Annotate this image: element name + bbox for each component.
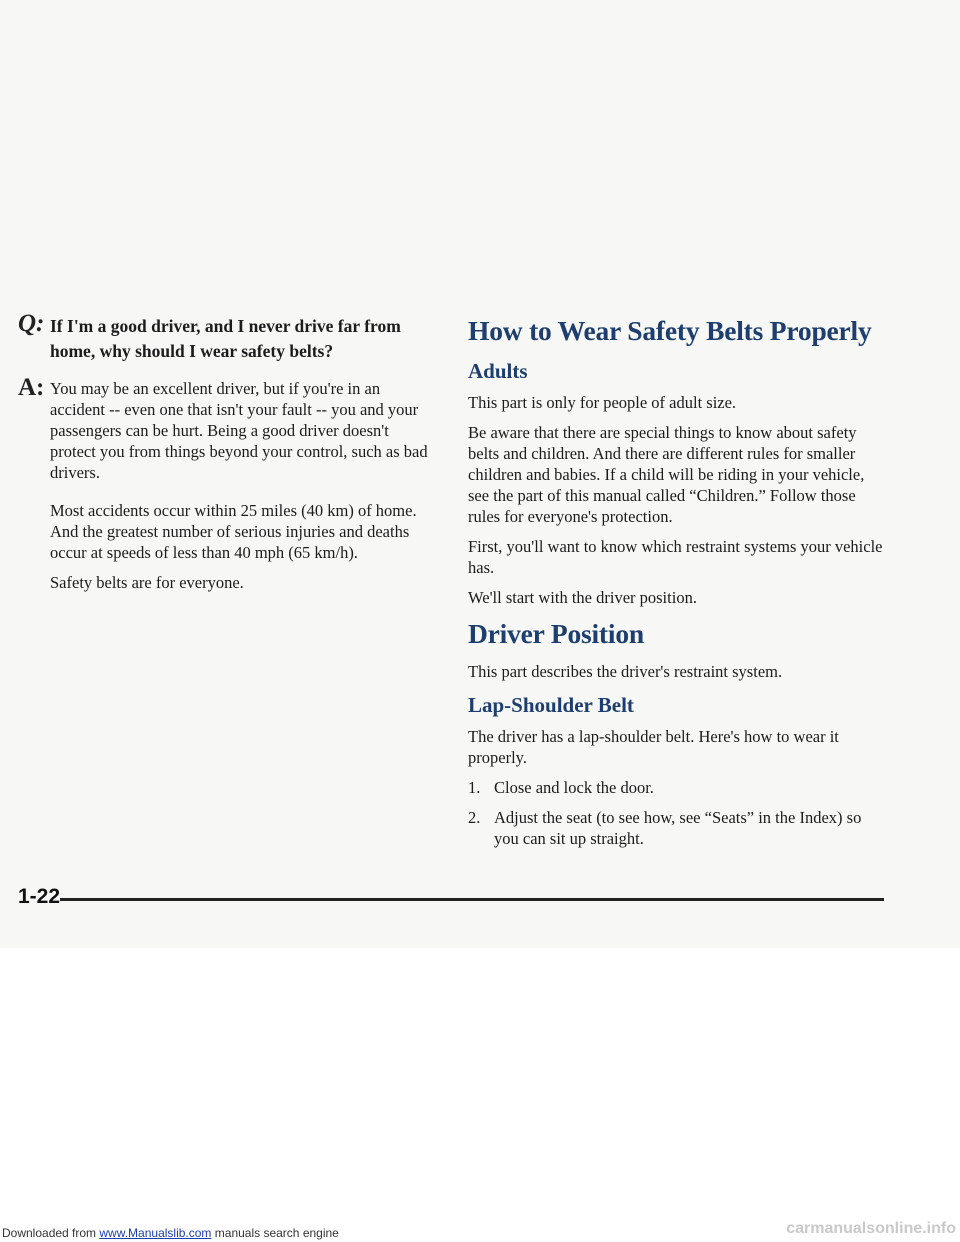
right-column — [468, 314, 888, 858]
subheading-lap-shoulder-belt: Lap-Shoulder Belt — [468, 693, 634, 717]
step-number: 2. — [468, 808, 481, 827]
driver-paragraph: This part describes the driver's restraint system. — [468, 662, 783, 681]
adults-paragraph: Be aware that there are special things to know about safety belts and children. And there are different rules for smaller children and babies. If a child will be riding in your vehicle, see the part of this manual called “Children.” Follow those rules for everyone's protection. — [468, 423, 865, 526]
left-column — [18, 310, 428, 602]
lap-paragraph: The driver has a lap-shoulder belt. Here's how to wear it properly. — [468, 727, 839, 767]
answer-paragraph: You may be an excellent driver, but if you're in an accident -- even one that isn't your fault -- you and your passengers can be hurt. Being a good driver doesn't protect you from things beyond your control, such as bad drivers. — [50, 379, 428, 482]
watermark-text: carmanualsonline.info — [786, 1220, 956, 1237]
section-heading-driver-position: Driver Position — [468, 618, 644, 649]
adults-paragraph: We'll start with the driver position. — [468, 588, 697, 607]
adults-paragraph: This part is only for people of adult size. — [468, 393, 737, 412]
download-text — [2, 1224, 339, 1242]
page-number: 1-22 — [18, 885, 61, 908]
adults-paragraph: First, you'll want to know which restraint systems your vehicle has. — [468, 537, 883, 577]
answer-block — [18, 374, 428, 593]
manualslib-link[interactable]: www.Manualslib.com — [99, 1226, 212, 1240]
download-prefix: Downloaded from — [2, 1226, 100, 1240]
step-item — [468, 777, 888, 798]
steps-list — [468, 777, 888, 849]
answer-paragraph: Safety belts are for everyone. — [50, 573, 244, 592]
step-number: 1. — [468, 778, 481, 797]
answer-paragraph: Most accidents occur within 25 miles (40 km) of home. And the greatest number of serious injuries and deaths occur at speeds of less than 40 mph (65 km/h). — [50, 501, 417, 562]
footer-rule — [60, 898, 884, 901]
download-banner — [0, 1220, 960, 1242]
step-item — [468, 807, 888, 849]
download-suffix: manuals search engine — [211, 1226, 339, 1240]
step-text: Close and lock the door. — [494, 778, 654, 797]
question-text: If I'm a good driver, and I never drive far from home, why should I wear safety belts? — [50, 316, 401, 361]
question-block — [18, 310, 428, 364]
subheading-adults: Adults — [468, 359, 528, 383]
q-label: Q: — [18, 310, 45, 337]
a-label: A: — [18, 374, 45, 401]
step-text: Adjust the seat (to see how, see “Seats” in the Index) so you can sit up straight. — [494, 808, 862, 848]
section-heading-safety-belts: How to Wear Safety Belts Properly — [468, 315, 872, 346]
